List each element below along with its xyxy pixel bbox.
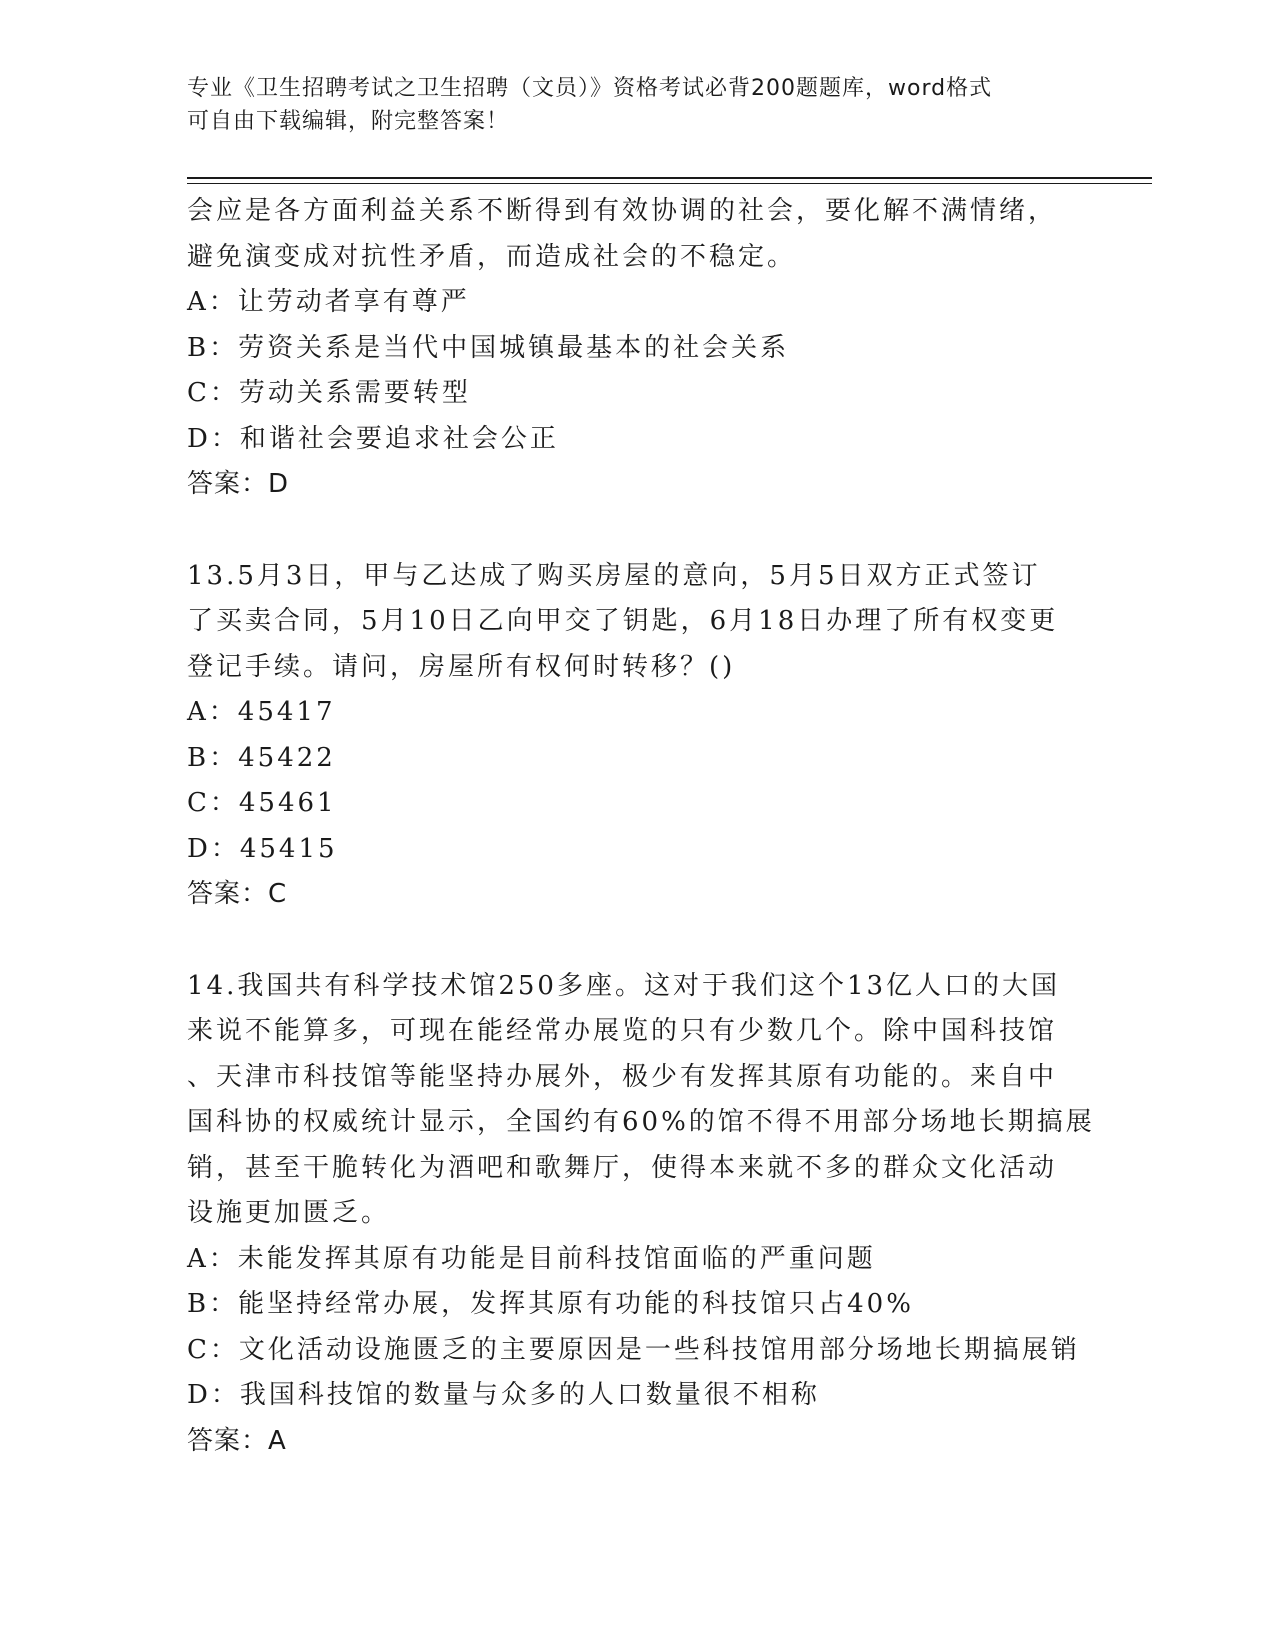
- answer-line: 答案：C: [187, 879, 288, 909]
- option-b: B：能坚持经常办展，发挥其原有功能的科技馆只占40%: [187, 1289, 914, 1319]
- question-stem-line: 销，甚至干脆转化为酒吧和歌舞厅，使得本来就不多的群众文化活动: [187, 1152, 1058, 1183]
- answer-line: 答案：A: [187, 1425, 287, 1456]
- question-stem-line: 、天津市科技馆等能坚持办展外，极少有发挥其原有功能的。来自中: [187, 1061, 1058, 1092]
- option-c: C：文化活动设施匮乏的主要原因是一些科技馆用部分场地长期搞展销: [187, 1334, 1080, 1365]
- question-12: [187, 189, 1137, 508]
- question-stem-line: 设施更加匮乏。: [187, 1198, 391, 1228]
- question-14: [187, 964, 1137, 1465]
- answer-line: 答案：D: [187, 469, 290, 499]
- header-line-2: 可自由下载编辑，附完整答案！: [187, 109, 510, 134]
- header-line-1: 专业《卫生招聘考试之卫生招聘（文员）》资格考试必背200题题库，word格式: [187, 76, 993, 101]
- option-a: A：45417: [187, 697, 336, 727]
- question-stem-line: 来说不能算多，可现在能经常办展览的只有少数几个。除中国科技馆: [187, 1016, 1058, 1046]
- question-13: [187, 554, 1137, 918]
- option-d: D：和谐社会要追求社会公正: [187, 423, 559, 454]
- option-d: D：45415: [187, 833, 338, 864]
- option-a: A：未能发挥其原有功能是目前科技馆面临的严重问题: [187, 1243, 876, 1274]
- question-stem-line: 避免演变成对抗性矛盾，而造成社会的不稳定。: [187, 241, 797, 272]
- question-stem-line: 13.5月3日，甲与乙达成了购买房屋的意向，5月5日双方正式签订: [187, 560, 1041, 591]
- question-stem-line: 了买卖合同，5月10日乙向甲交了钥匙，6月18日办理了所有权变更: [187, 606, 1059, 636]
- question-spacer: [187, 508, 1137, 554]
- option-c: C：劳动关系需要转型: [187, 378, 471, 408]
- document-body: [187, 189, 1137, 1464]
- question-stem-line: 14.我国共有科学技术馆250多座。这对于我们这个13亿人口的大国: [187, 970, 1061, 1001]
- option-d: D：我国科技馆的数量与众多的人口数量很不相称: [187, 1380, 820, 1410]
- question-spacer: [187, 918, 1137, 964]
- question-stem-line: 登记手续。请问，房屋所有权何时转移？(): [187, 651, 736, 682]
- option-b: B：劳资关系是当代中国城镇最基本的社会关系: [187, 332, 790, 363]
- option-a: A：让劳动者享有尊严: [187, 287, 470, 317]
- document-header: [187, 72, 1087, 138]
- header-rule-thin: [187, 183, 1152, 184]
- option-b: B：45422: [187, 742, 336, 773]
- question-stem-line: 国科协的权威统计显示，全国约有60%的馆不得不用部分场地长期搞展: [187, 1107, 1095, 1137]
- header-rule-thick: [187, 177, 1152, 179]
- question-stem-line: 会应是各方面利益关系不断得到有效协调的社会，要化解不满情绪，: [187, 196, 1058, 226]
- option-c: C：45461: [187, 788, 337, 818]
